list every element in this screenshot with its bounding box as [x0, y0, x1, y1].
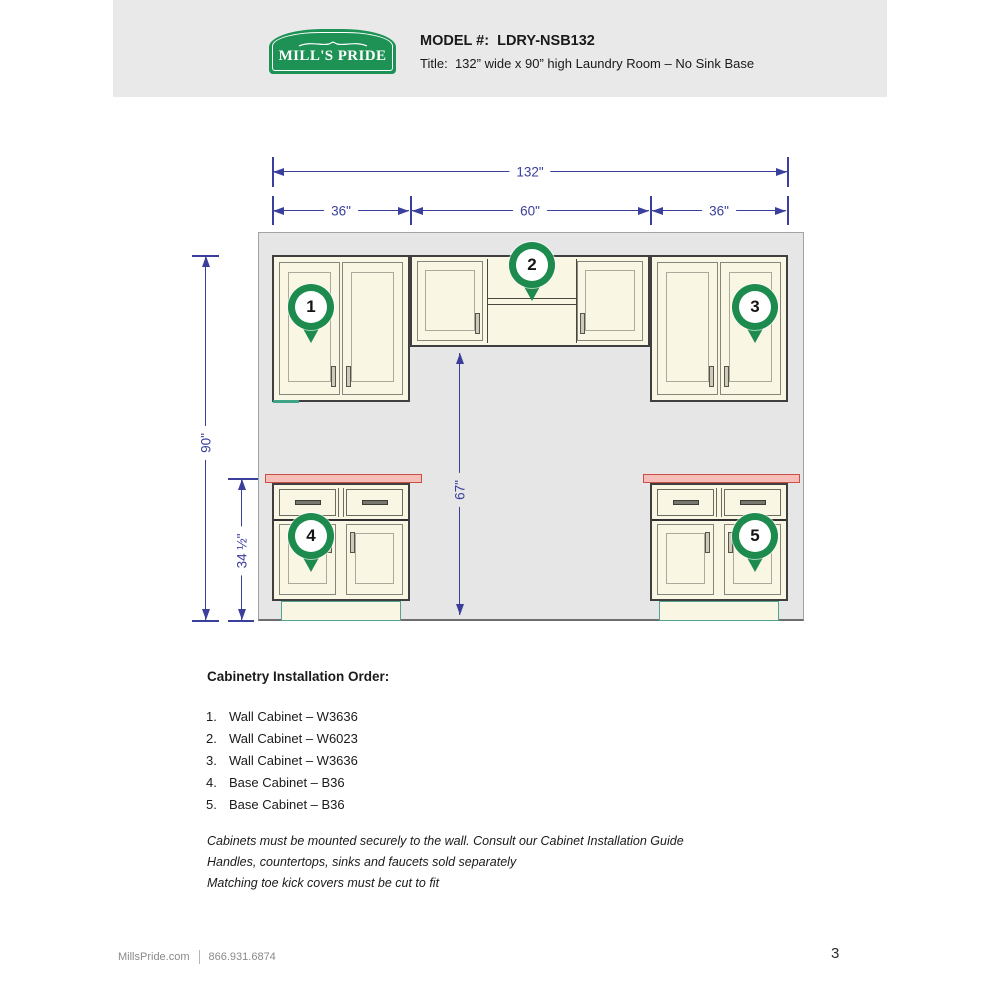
list-item-label: Wall Cabinet – W3636 — [229, 753, 358, 768]
pin-number: 1 — [295, 291, 327, 323]
pin-number: 2 — [516, 249, 548, 281]
mills-pride-logo — [269, 29, 396, 74]
list-item-number: 5. — [206, 797, 217, 812]
dim-arrow-icon — [238, 479, 246, 490]
installation-order-list — [206, 709, 358, 812]
door-handle — [709, 366, 714, 387]
drawer-front — [346, 489, 403, 516]
cabinet-door — [346, 524, 403, 595]
cabinet-door — [657, 524, 714, 595]
dim-arrow-icon — [776, 168, 787, 176]
door-panel — [666, 533, 705, 584]
pin-number: 3 — [739, 291, 771, 323]
countertop-right — [643, 474, 800, 483]
door-panel — [666, 272, 709, 382]
list-item-number: 4. — [206, 775, 217, 790]
dim-arrow-icon — [412, 207, 423, 215]
door-handle — [705, 532, 710, 553]
model-label: MODEL #: — [420, 33, 490, 49]
dim-arrow-icon — [456, 604, 464, 615]
list-item-label: Base Cabinet – B36 — [229, 775, 345, 790]
drawer-front — [657, 489, 714, 516]
door-handle — [350, 532, 355, 553]
door-panel — [355, 533, 394, 584]
list-item-label: Wall Cabinet – W3636 — [229, 709, 358, 724]
cabinet-bottom-accent — [273, 400, 299, 403]
cabinet-door — [657, 262, 718, 395]
toe-kick — [659, 601, 779, 621]
logo-flourish-icon — [296, 40, 370, 48]
drawer-front — [724, 489, 781, 516]
header-band — [113, 0, 887, 97]
pin-number: 5 — [739, 520, 771, 552]
drawer-handle — [740, 500, 766, 505]
dim-label-overall: 132" — [509, 165, 550, 180]
list-item-label: Wall Cabinet – W6023 — [229, 731, 358, 746]
dim-extension-line — [787, 196, 789, 225]
dim-arrow-icon — [775, 207, 786, 215]
dim-extension-line — [192, 620, 219, 622]
title-label: Title: — [420, 56, 448, 71]
list-item-number: 1. — [206, 709, 217, 724]
door-panel — [351, 272, 394, 382]
pin-number: 4 — [295, 520, 327, 552]
dim-label-center-run: 60" — [513, 204, 547, 219]
cabinet-door — [417, 261, 483, 341]
dim-arrow-icon — [456, 353, 464, 364]
cabinet-stile — [716, 488, 722, 517]
dim-arrow-icon — [652, 207, 663, 215]
page-number: 3 — [831, 945, 840, 962]
toe-kick — [281, 601, 401, 621]
note-line: Matching toe kick covers must be cut to fit — [207, 876, 440, 890]
footer-website: MillsPride.com — [118, 951, 190, 963]
cabinet-door — [577, 261, 643, 341]
dim-extension-line — [787, 157, 789, 187]
dim-arrow-icon — [398, 207, 409, 215]
dim-arrow-icon — [202, 609, 210, 620]
dim-label-total-height: 90" — [199, 426, 214, 460]
location-pin-4 — [288, 513, 334, 579]
list-item — [206, 709, 358, 724]
note-line: Handles, countertops, sinks and faucets sold separately — [207, 855, 517, 869]
location-pin-3 — [732, 284, 778, 350]
door-panel — [585, 270, 635, 331]
drawer-handle — [295, 500, 321, 505]
title-value: 132” wide x 90” high Laundry Room – No Sink Base — [454, 56, 755, 71]
door-panel — [425, 270, 475, 331]
installation-order-heading: Cabinetry Installation Order: — [207, 669, 390, 684]
list-item — [206, 731, 358, 746]
location-pin-5 — [732, 513, 778, 579]
footer — [118, 950, 276, 964]
door-handle — [331, 366, 336, 387]
dim-arrow-icon — [202, 256, 210, 267]
dim-label-counter-height: 34 ½" — [235, 527, 250, 576]
door-handle — [346, 366, 351, 387]
model-value: LDRY-NSB132 — [497, 33, 595, 49]
dim-extension-line — [228, 620, 254, 622]
note-line: Cabinets must be mounted securely to the wall. Consult our Cabinet Installation Guide — [207, 834, 684, 848]
drawer-handle — [673, 500, 699, 505]
door-handle — [475, 313, 480, 334]
door-handle — [724, 366, 729, 387]
model-number-line — [420, 33, 595, 49]
dim-arrow-icon — [238, 609, 246, 620]
dim-label-wall-opening: 67" — [453, 473, 468, 507]
list-item-number: 3. — [206, 753, 217, 768]
footer-divider — [199, 950, 200, 964]
drawing-title-line — [420, 56, 754, 71]
dim-label-left-run: 36" — [324, 204, 358, 219]
drawer-handle — [362, 500, 388, 505]
notes-block — [207, 831, 684, 894]
location-pin-2 — [509, 242, 555, 308]
list-item — [206, 797, 358, 812]
dim-arrow-icon — [638, 207, 649, 215]
countertop-left — [265, 474, 422, 483]
location-pin-1 — [288, 284, 334, 350]
cabinet-stile — [338, 488, 344, 517]
footer-phone: 866.931.6874 — [208, 951, 276, 963]
list-item-number: 2. — [206, 731, 217, 746]
cabinet-door — [342, 262, 403, 395]
dim-arrow-icon — [273, 168, 284, 176]
list-item — [206, 775, 358, 790]
drawer-front — [279, 489, 336, 516]
list-item — [206, 753, 358, 768]
door-handle — [580, 313, 585, 334]
logo-text: MILL'S PRIDE — [278, 48, 387, 64]
dim-arrow-icon — [273, 207, 284, 215]
logo-frame — [272, 32, 393, 71]
list-item-label: Base Cabinet – B36 — [229, 797, 345, 812]
dim-label-right-run: 36" — [702, 204, 736, 219]
